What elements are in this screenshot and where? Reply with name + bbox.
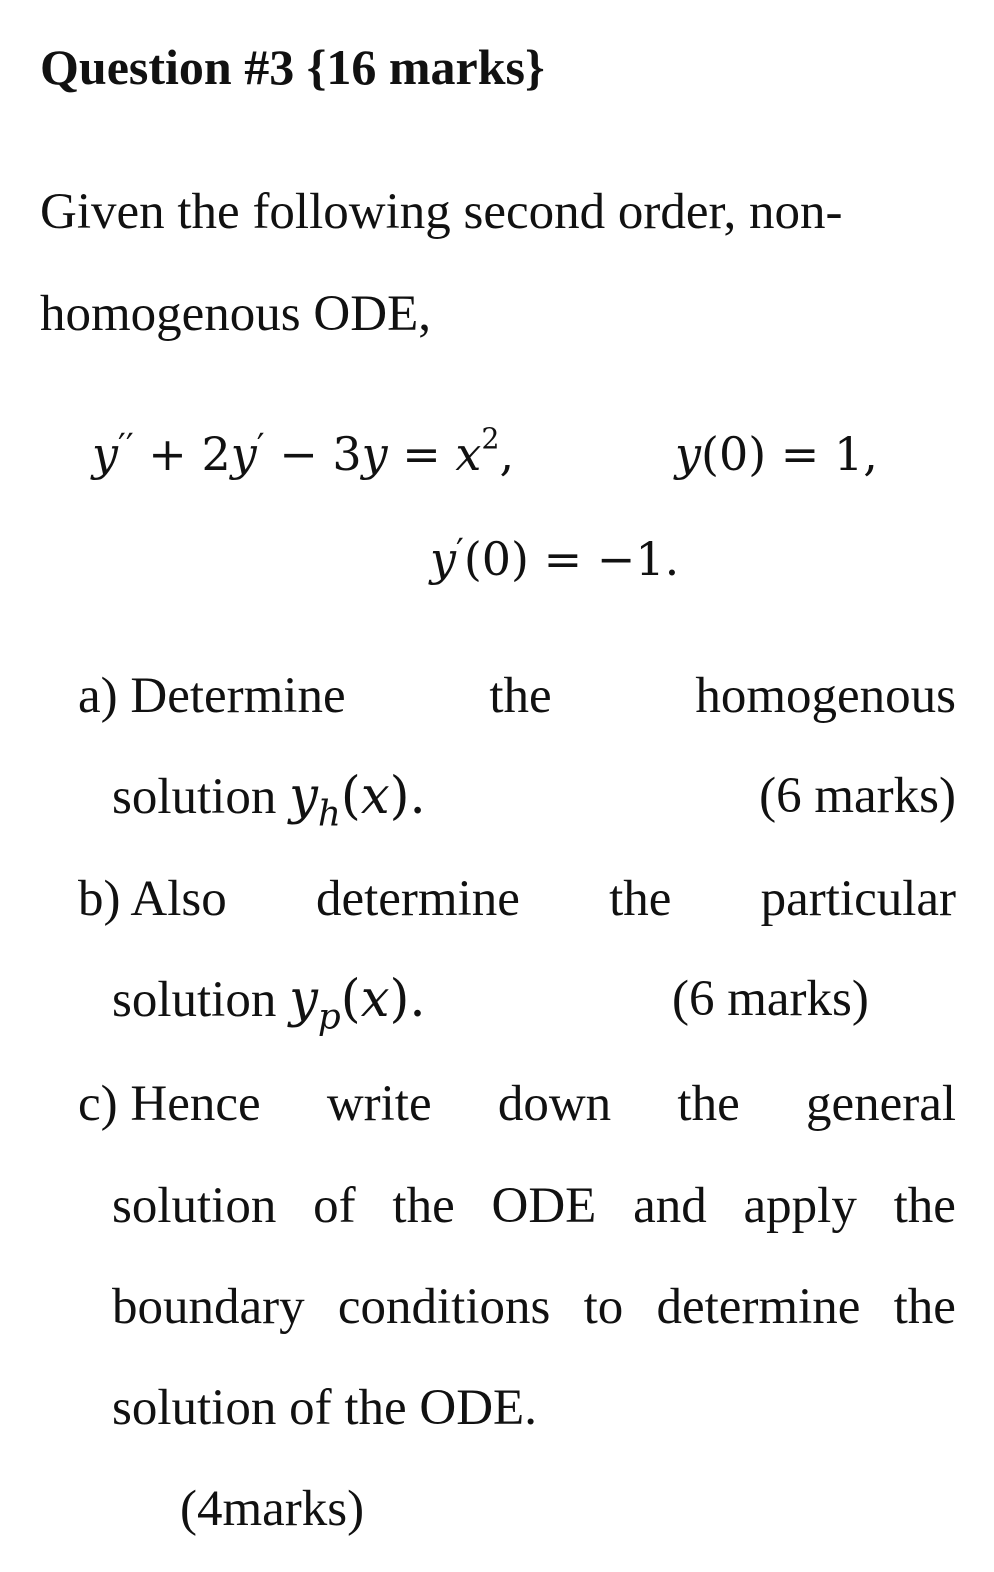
part-c-line-3: boundary conditions to determine the [112, 1279, 956, 1335]
part-a-word: homogenous [695, 668, 956, 724]
part-c-marks: (4marks) [180, 1481, 365, 1537]
yp-symbol: $y_p(x)$. [289, 970, 426, 1038]
part-a-line-2: solution $y_h(x)$. [112, 767, 426, 835]
initial-condition-yprime: y′(0) = −1. [430, 531, 680, 586]
part-a-word: a) Determine [78, 668, 346, 724]
ode-equation: $y'' + 2y' - 3y = x^2$, [92, 422, 515, 481]
part-a-marks: (6 marks) [759, 768, 956, 824]
question-title: Question #3 {16 marks} [40, 39, 545, 95]
intro-line-2: homogenous ODE, [40, 286, 431, 342]
part-a-line-1 [78, 667, 956, 725]
part-c-line-2: solution of the ODE and apply the [112, 1178, 956, 1234]
part-c-line-4: solution of the ODE. [112, 1380, 537, 1436]
part-b-line-2: solution $y_p(x)$. [112, 970, 426, 1038]
part-c-line-1: c) Hence write down the general [78, 1076, 956, 1132]
part-b-marks: (6 marks) [672, 971, 869, 1027]
part-b-line-1: b) Also determine the particular [78, 871, 956, 927]
initial-condition-y: y(0) = 1, [675, 427, 878, 481]
part-a-word: the [489, 668, 552, 724]
intro-line-1: Given the following second order, non- [40, 184, 843, 240]
yh-symbol: $y_h(x)$. [289, 767, 426, 835]
